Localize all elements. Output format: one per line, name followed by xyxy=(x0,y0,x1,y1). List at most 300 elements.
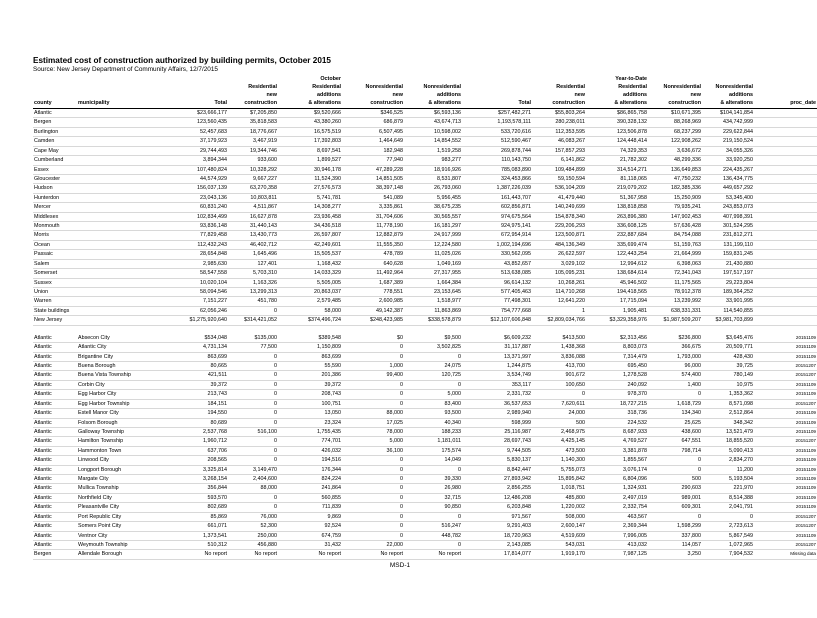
value-cell: 23,936,458 xyxy=(278,212,342,221)
gap-cell xyxy=(754,446,767,455)
value-cell: 58,094,546 xyxy=(172,288,228,297)
value-cell: 0 xyxy=(342,352,404,361)
value-cell: 0 xyxy=(342,484,404,493)
gap-cell xyxy=(754,156,767,165)
value-cell: 2,989,940 xyxy=(462,409,532,418)
value-cell: 1,049,169 xyxy=(404,259,462,268)
table-row xyxy=(33,531,817,540)
proc-date-cell: 20151109 xyxy=(767,418,817,427)
table-row xyxy=(33,109,817,118)
value-cell: 2,856,255 xyxy=(462,484,532,493)
value-cell: 138,818,858 xyxy=(586,203,648,212)
value-cell: 182,385,336 xyxy=(648,184,702,193)
value-cell: 1,400 xyxy=(648,380,702,389)
value-cell: 3,029,102 xyxy=(532,259,586,268)
value-cell: 13,521,479 xyxy=(702,427,754,436)
value-cell: $6,593,136 xyxy=(404,109,462,118)
value-cell: $55,803,264 xyxy=(532,109,586,118)
value-cell: 23,043,136 xyxy=(172,193,228,202)
county-cell: Bergen xyxy=(33,118,77,127)
value-cell: 2,369,344 xyxy=(586,522,648,531)
table-row xyxy=(33,278,817,287)
county-cell: Atlantic xyxy=(33,456,77,465)
value-cell: 4,511,867 xyxy=(228,203,278,212)
value-cell: 516,100 xyxy=(228,427,278,436)
value-cell: 138,684,614 xyxy=(586,269,648,278)
value-cell: 188,233 xyxy=(404,427,462,436)
value-cell: 28,697,743 xyxy=(462,437,532,446)
value-cell: 8,531,807 xyxy=(404,174,462,183)
county-cell: Atlantic xyxy=(33,361,77,370)
municipality-cell xyxy=(77,278,172,287)
value-cell: 11,863,869 xyxy=(404,306,462,315)
value-cell: 2,468,975 xyxy=(532,427,586,436)
municipality-cell: Buena Vista Township xyxy=(77,371,172,380)
value-cell: 136,434,775 xyxy=(702,174,754,183)
gap-cell xyxy=(754,465,767,474)
table-row xyxy=(33,465,817,474)
municipality-cell xyxy=(77,193,172,202)
value-cell: 778,551 xyxy=(342,288,404,297)
value-cell: 0 xyxy=(342,465,404,474)
proc-date-cell: 20151207 xyxy=(767,371,817,380)
value-cell: 0 xyxy=(404,465,462,474)
value-cell: 14,049 xyxy=(404,456,462,465)
gap-cell xyxy=(754,212,767,221)
municipality-cell: Egg Harbor City xyxy=(77,390,172,399)
value-cell: 0 xyxy=(228,418,278,427)
header-res-add-l2: additions xyxy=(317,92,341,98)
table-row xyxy=(33,222,817,231)
value-cell: 0 xyxy=(342,531,404,540)
value-cell: 11,025,026 xyxy=(404,250,462,259)
municipality-cell: Folsom Borough xyxy=(77,418,172,427)
value-cell: 0 xyxy=(342,522,404,531)
value-cell: 136,649,853 xyxy=(648,165,702,174)
value-cell: 1,905,481 xyxy=(586,306,648,315)
value-cell: 269,878,744 xyxy=(462,146,532,155)
value-cell: 26,980 xyxy=(404,484,462,493)
value-cell: 27,576,573 xyxy=(278,184,342,193)
value-cell: 14,854,552 xyxy=(404,137,462,146)
value-cell: 36,537,653 xyxy=(462,399,532,408)
gap-cell xyxy=(754,334,767,343)
value-cell: 10,598,002 xyxy=(404,127,462,136)
value-cell: 7,996,005 xyxy=(586,531,648,540)
county-cell: Atlantic xyxy=(33,418,77,427)
table-row xyxy=(33,174,817,183)
value-cell: 4,731,134 xyxy=(172,343,228,352)
value-cell: 7,151,227 xyxy=(172,297,228,306)
value-cell: 43,380,260 xyxy=(278,118,342,127)
value-cell: 62,056,246 xyxy=(172,306,228,315)
value-cell: 85,869 xyxy=(172,512,228,521)
gap-cell xyxy=(754,193,767,202)
value-cell: 4,425,145 xyxy=(532,437,586,446)
value-cell: 194,550 xyxy=(172,409,228,418)
proc-date-cell: 20151109 xyxy=(767,334,817,343)
value-cell: 301,524,295 xyxy=(702,222,754,231)
municipality-cell: Hamilton Township xyxy=(77,437,172,446)
value-cell: 3,836,088 xyxy=(532,352,586,361)
value-cell: 27,317,955 xyxy=(404,269,462,278)
value-cell: 774,701 xyxy=(278,437,342,446)
value-cell: 901,672 xyxy=(532,371,586,380)
value-cell: 31,432 xyxy=(278,540,342,549)
value-cell: 543,031 xyxy=(532,540,586,549)
county-cell: Hunterdon xyxy=(33,193,77,202)
header-municipality: municipality xyxy=(77,100,172,109)
value-cell: 356,844 xyxy=(172,484,228,493)
county-cell: Atlantic xyxy=(33,493,77,502)
table-header xyxy=(33,76,817,109)
value-cell: 18,727,215 xyxy=(586,399,648,408)
header-month: October xyxy=(320,76,341,82)
value-cell: 974,675,564 xyxy=(462,212,532,221)
proc-date-cell xyxy=(767,109,817,118)
value-cell: 208,743 xyxy=(278,390,342,399)
proc-date-cell: 20151109 xyxy=(767,446,817,455)
gap-cell xyxy=(754,456,767,465)
value-cell: 1,000 xyxy=(342,361,404,370)
table-row xyxy=(33,316,817,325)
header-county: county xyxy=(33,100,77,109)
value-cell: 58,000 xyxy=(278,306,342,315)
value-cell: 53,345,400 xyxy=(702,193,754,202)
value-cell: 29,223,804 xyxy=(702,278,754,287)
value-cell: 48,299,336 xyxy=(648,156,702,165)
header-res-new-l1: Residential xyxy=(248,84,277,90)
county-cell: Atlantic xyxy=(33,484,77,493)
value-cell: 1,518,977 xyxy=(404,297,462,306)
value-cell: 1,002,194,696 xyxy=(462,240,532,249)
value-cell: $346,525 xyxy=(342,109,404,118)
value-cell: 26,622,597 xyxy=(532,250,586,259)
value-cell: 36,100 xyxy=(342,446,404,455)
value-cell: 3,894,344 xyxy=(172,156,228,165)
proc-date-cell xyxy=(767,240,817,249)
value-cell: 175,574 xyxy=(404,446,462,455)
header-res-new-l3: construction xyxy=(228,100,278,109)
gap-cell xyxy=(754,288,767,297)
proc-date-cell xyxy=(767,259,817,268)
value-cell: 1,438,368 xyxy=(532,343,586,352)
municipality-cell xyxy=(77,137,172,146)
gap-cell xyxy=(754,259,767,268)
proc-date-cell xyxy=(767,212,817,221)
value-cell: 989,001 xyxy=(648,493,702,502)
value-cell: 43,674,713 xyxy=(404,118,462,127)
value-cell: 38,397,148 xyxy=(342,184,404,193)
value-cell: 8,803,073 xyxy=(586,343,648,352)
value-cell: 711,839 xyxy=(278,503,342,512)
value-cell: 280,238,011 xyxy=(532,118,586,127)
value-cell: $413,500 xyxy=(532,334,586,343)
value-cell: 182,948 xyxy=(342,146,404,155)
proc-date-cell xyxy=(767,193,817,202)
municipality-cell: Absecon City xyxy=(77,334,172,343)
value-cell: 122,443,254 xyxy=(586,250,648,259)
value-cell: 0 xyxy=(342,343,404,352)
table-row xyxy=(33,352,817,361)
value-cell: 232,887,684 xyxy=(586,231,648,240)
proc-date-cell xyxy=(767,118,817,127)
value-cell: 10,975 xyxy=(702,380,754,389)
table-row xyxy=(33,203,817,212)
value-cell: 157,857,293 xyxy=(532,146,586,155)
header-ytd-nonres-add-l1: Nonresidential xyxy=(715,84,753,90)
value-cell: 25,625 xyxy=(648,418,702,427)
county-cell: Atlantic xyxy=(33,475,77,484)
value-cell: 9,744,505 xyxy=(462,446,532,455)
value-cell: 24,917,999 xyxy=(404,231,462,240)
value-cell: 0 xyxy=(228,437,278,446)
table-row xyxy=(33,343,817,352)
value-cell: 31,440,143 xyxy=(228,222,278,231)
proc-date-cell: 20151109 xyxy=(767,380,817,389)
value-cell: 16,575,519 xyxy=(278,127,342,136)
value-cell: 978,370 xyxy=(586,390,648,399)
municipality-cell xyxy=(77,118,172,127)
value-cell: 17,392,803 xyxy=(278,137,342,146)
value-cell: 114,057 xyxy=(648,540,702,549)
gap-cell xyxy=(754,109,767,118)
value-cell: 22,000 xyxy=(342,540,404,549)
table-row xyxy=(33,540,817,549)
value-cell: 3,467,919 xyxy=(228,137,278,146)
value-cell: No report xyxy=(404,550,462,559)
value-cell: 77,500 xyxy=(228,343,278,352)
gap-cell xyxy=(754,380,767,389)
header-nonres-new-l1: Nonresidential xyxy=(365,84,403,90)
county-cell: Morris xyxy=(33,231,77,240)
value-cell: 7,987,125 xyxy=(586,550,648,559)
table-row xyxy=(33,334,817,343)
proc-date-cell: 20151207 xyxy=(767,540,817,549)
value-cell: 6,398,063 xyxy=(648,259,702,268)
gap-cell xyxy=(754,306,767,315)
municipality-cell: Northfield City xyxy=(77,493,172,502)
value-cell: 1,193,578,111 xyxy=(462,118,532,127)
gap-cell xyxy=(754,231,767,240)
value-cell: 802,689 xyxy=(172,503,228,512)
value-cell: 451,780 xyxy=(228,297,278,306)
value-cell: 3,381,878 xyxy=(586,446,648,455)
value-cell: 12,994,612 xyxy=(586,259,648,268)
value-cell: $9,500 xyxy=(404,334,462,343)
county-cell: Atlantic xyxy=(33,522,77,531)
municipality-cell: Egg Harbor Township xyxy=(77,399,172,408)
value-cell: 57,636,428 xyxy=(648,222,702,231)
value-cell: 39,725 xyxy=(702,361,754,370)
county-cell: Atlantic xyxy=(33,503,77,512)
value-cell: $135,000 xyxy=(228,334,278,343)
table-row xyxy=(33,306,817,315)
proc-date-cell xyxy=(767,203,817,212)
county-cell: Warren xyxy=(33,297,77,306)
value-cell: 5,000 xyxy=(404,390,462,399)
value-cell: 52,300 xyxy=(228,522,278,531)
value-cell: 13,050 xyxy=(278,409,342,418)
table-row xyxy=(33,399,817,408)
value-cell: 156,037,139 xyxy=(172,184,228,193)
table-row xyxy=(33,118,817,127)
proc-date-cell: 20151109 xyxy=(767,456,817,465)
value-cell: 674,759 xyxy=(278,531,342,540)
municipality-cell: Corbin City xyxy=(77,380,172,389)
header-ytd-nonres-new-l3: construction xyxy=(648,100,702,109)
header-ytd-total: Total xyxy=(462,100,532,109)
value-cell: 11,555,350 xyxy=(342,240,404,249)
value-cell: 1,181,011 xyxy=(404,437,462,446)
value-cell: 77,829,458 xyxy=(172,231,228,240)
value-cell: 2,985,630 xyxy=(172,259,228,268)
county-cell: Monmouth xyxy=(33,222,77,231)
value-cell: 37,179,923 xyxy=(172,137,228,146)
value-cell: 11,175,565 xyxy=(648,278,702,287)
value-cell: 0 xyxy=(404,380,462,389)
value-cell: 4,519,609 xyxy=(532,531,586,540)
table-row xyxy=(33,165,817,174)
value-cell: 263,896,380 xyxy=(586,212,648,221)
value-cell: 38,675,235 xyxy=(404,203,462,212)
value-cell: 15,895,842 xyxy=(532,475,586,484)
value-cell: 224,532 xyxy=(586,418,648,427)
value-cell: 40,340 xyxy=(404,418,462,427)
value-cell: 0 xyxy=(342,503,404,512)
county-cell: Atlantic xyxy=(33,427,77,436)
municipality-cell: Galloway Township xyxy=(77,427,172,436)
value-cell: 640,628 xyxy=(342,259,404,268)
municipality-cell: Margate City xyxy=(77,475,172,484)
value-cell: 536,104,209 xyxy=(532,184,586,193)
value-cell: 485,800 xyxy=(532,493,586,502)
value-cell: 219,079,202 xyxy=(586,184,648,193)
value-cell: 13,430,773 xyxy=(228,231,278,240)
value-cell: 353,117 xyxy=(462,380,532,389)
value-cell: 33,920,250 xyxy=(702,156,754,165)
value-cell: 1,899,527 xyxy=(278,156,342,165)
header-nonres-add-l3: & alterations xyxy=(404,100,462,109)
value-cell: 2,723,613 xyxy=(702,522,754,531)
value-cell: 5,703,310 xyxy=(228,269,278,278)
proc-date-cell xyxy=(767,184,817,193)
value-cell: 1,960,712 xyxy=(172,437,228,446)
value-cell: 32,715 xyxy=(404,493,462,502)
value-cell: 1,919,170 xyxy=(532,550,586,559)
table-row xyxy=(33,390,817,399)
value-cell: 229,206,293 xyxy=(532,222,586,231)
value-cell: 335,699,474 xyxy=(586,240,648,249)
table-row xyxy=(33,193,817,202)
municipality-cell xyxy=(77,156,172,165)
county-cell: Atlantic xyxy=(33,409,77,418)
value-cell: 1,645,496 xyxy=(228,250,278,259)
gap-cell xyxy=(754,297,767,306)
header-ytd-res-new-l3: construction xyxy=(532,100,586,109)
value-cell: 473,500 xyxy=(532,446,586,455)
gap-cell xyxy=(754,399,767,408)
value-cell: 83,400 xyxy=(404,399,462,408)
value-cell: 390,328,132 xyxy=(586,118,648,127)
gap-cell xyxy=(754,203,767,212)
value-cell: 1,220,002 xyxy=(532,503,586,512)
county-cell: Essex xyxy=(33,165,77,174)
value-cell: 421,511 xyxy=(172,371,228,380)
value-cell: 68,237,299 xyxy=(648,127,702,136)
value-cell: 593,570 xyxy=(172,493,228,502)
municipality-cell xyxy=(77,259,172,268)
value-cell: 93,500 xyxy=(404,409,462,418)
value-cell: 99,400 xyxy=(342,371,404,380)
proc-date-cell: 20151109 xyxy=(767,352,817,361)
gap-cell xyxy=(754,522,767,531)
county-cell: Bergen xyxy=(33,550,77,559)
value-cell: $6,609,232 xyxy=(462,334,532,343)
value-cell: 541,089 xyxy=(342,193,404,202)
value-cell: 560,855 xyxy=(278,493,342,502)
value-cell: 2,143,085 xyxy=(462,540,532,549)
value-cell: 13,299,313 xyxy=(228,288,278,297)
proc-date-cell: 20151207 xyxy=(767,512,817,521)
value-cell: 413,700 xyxy=(532,361,586,370)
page-footer: MSD-1 xyxy=(389,562,411,569)
county-cell: Atlantic xyxy=(33,390,77,399)
value-cell: 24,000 xyxy=(532,409,586,418)
value-cell: 3,268,154 xyxy=(172,475,228,484)
value-cell: 15,505,537 xyxy=(278,250,342,259)
value-cell: 3,250 xyxy=(648,550,702,559)
gap-cell xyxy=(754,493,767,502)
value-cell: 21,430,880 xyxy=(702,259,754,268)
value-cell: 0 xyxy=(228,390,278,399)
value-cell: 123,560,435 xyxy=(172,118,228,127)
value-cell: 5,830,137 xyxy=(462,456,532,465)
value-cell: 463,567 xyxy=(586,512,648,521)
table-row xyxy=(33,137,817,146)
value-cell: 21,664,999 xyxy=(648,250,702,259)
value-cell: 2,600,147 xyxy=(532,522,586,531)
value-cell: 508,000 xyxy=(532,512,586,521)
value-cell: 46,402,712 xyxy=(228,240,278,249)
value-cell: 2,537,768 xyxy=(172,427,228,436)
value-cell: 92,524 xyxy=(278,522,342,531)
value-cell: 88,268,969 xyxy=(648,118,702,127)
value-cell: 21,782,302 xyxy=(586,156,648,165)
value-cell: 0 xyxy=(532,390,586,399)
county-summary-rows xyxy=(33,109,817,326)
county-cell: New Jersey xyxy=(33,316,77,325)
header-ytd: Year-to-Date xyxy=(615,76,647,82)
value-cell: 77,940 xyxy=(342,156,404,165)
gap-cell xyxy=(754,118,767,127)
gap-cell xyxy=(754,127,767,136)
value-cell: 8,697,541 xyxy=(278,146,342,155)
value-cell: 0 xyxy=(228,409,278,418)
municipality-cell xyxy=(77,212,172,221)
proc-date-cell xyxy=(767,156,817,165)
value-cell: 2,331,732 xyxy=(462,390,532,399)
value-cell: 39,372 xyxy=(278,380,342,389)
value-cell: 213,743 xyxy=(172,390,228,399)
value-cell: 2,332,754 xyxy=(586,503,648,512)
value-cell: 43,852,657 xyxy=(462,259,532,268)
gap-cell xyxy=(754,418,767,427)
proc-date-cell xyxy=(767,269,817,278)
value-cell: 72,341,043 xyxy=(648,269,702,278)
value-cell: 2,600,985 xyxy=(342,297,404,306)
gap-cell xyxy=(754,316,767,325)
